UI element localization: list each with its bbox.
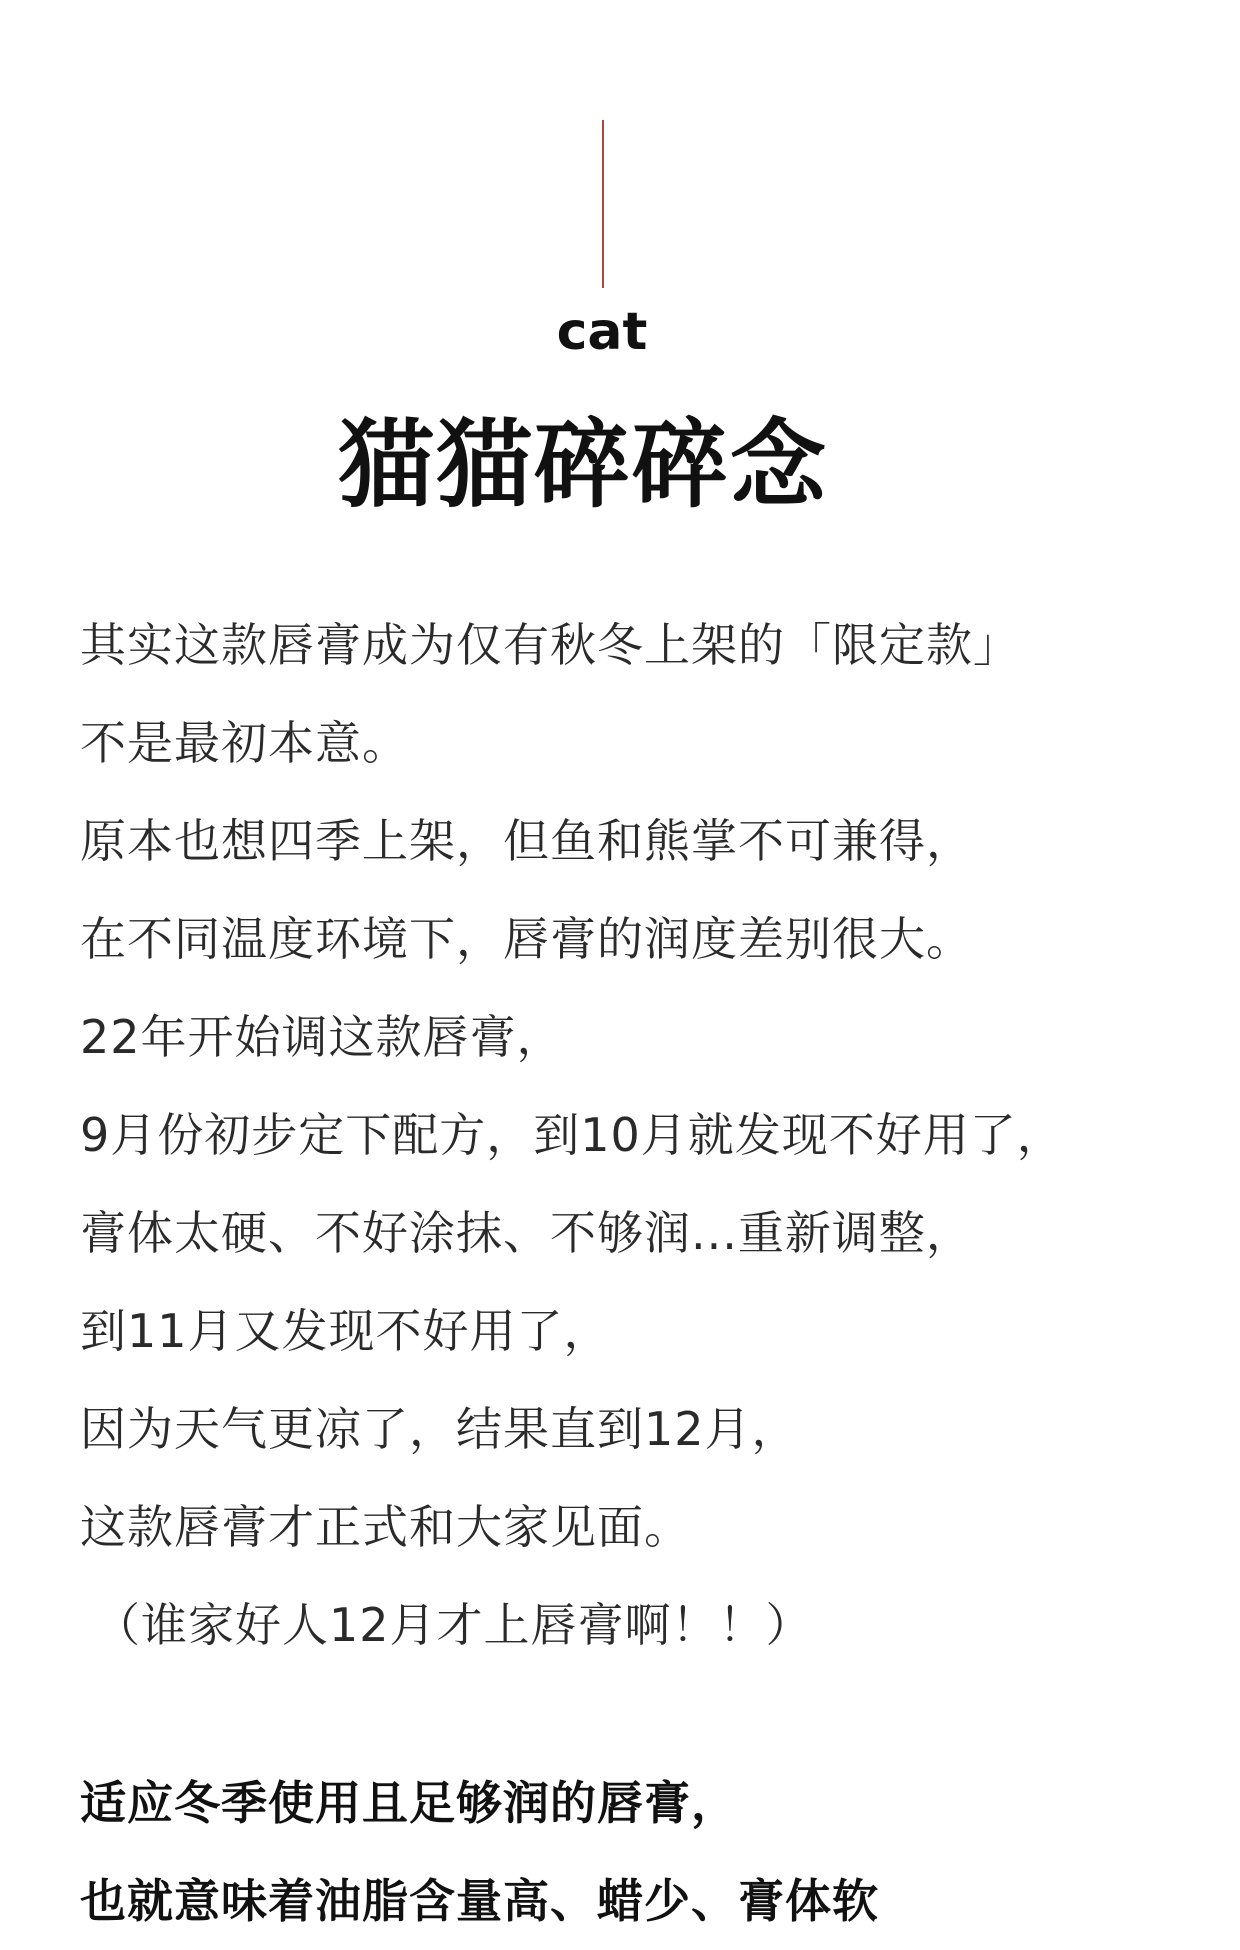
section-eyebrow: cat	[556, 302, 648, 362]
paragraph-line: 不是最初本意。	[80, 716, 409, 770]
section-title: 猫猫碎碎念	[338, 409, 828, 521]
highlight-line: 也就意味着油脂含量高、蜡少、膏体软	[80, 1874, 879, 1928]
paragraph-line: 因为天气更凉了，结果直到12月，	[80, 1402, 799, 1456]
decorative-divider-line	[602, 120, 604, 288]
paragraph-line: 这款唇膏才正式和大家见面。	[80, 1500, 691, 1554]
paragraph-line: 其实这款唇膏成为仅有秋冬上架的「限定款」	[80, 618, 1020, 672]
highlight-line: 适应冬季使用且足够润的唇膏，	[80, 1776, 738, 1830]
paragraph-gap	[80, 1674, 1180, 1754]
paragraph-line: 到11月又发现不好用了，	[80, 1304, 611, 1358]
paragraph-line: 在不同温度环境下，唇膏的润度差别很大。	[80, 912, 973, 966]
paragraph-line: 膏体太硬、不好涂抹、不够润...重新调整，	[80, 1206, 973, 1260]
paragraph-line-aside: （谁家好人12月才上唇膏啊！！）	[94, 1598, 813, 1652]
paragraph-line: 原本也想四季上架，但鱼和熊掌不可兼得，	[80, 814, 973, 868]
paragraph-line: 9月份初步定下配方，到10月就发现不好用了，	[80, 1108, 1064, 1162]
article-body	[80, 596, 1180, 1950]
paragraph-line: 22年开始调这款唇膏，	[80, 1010, 564, 1064]
